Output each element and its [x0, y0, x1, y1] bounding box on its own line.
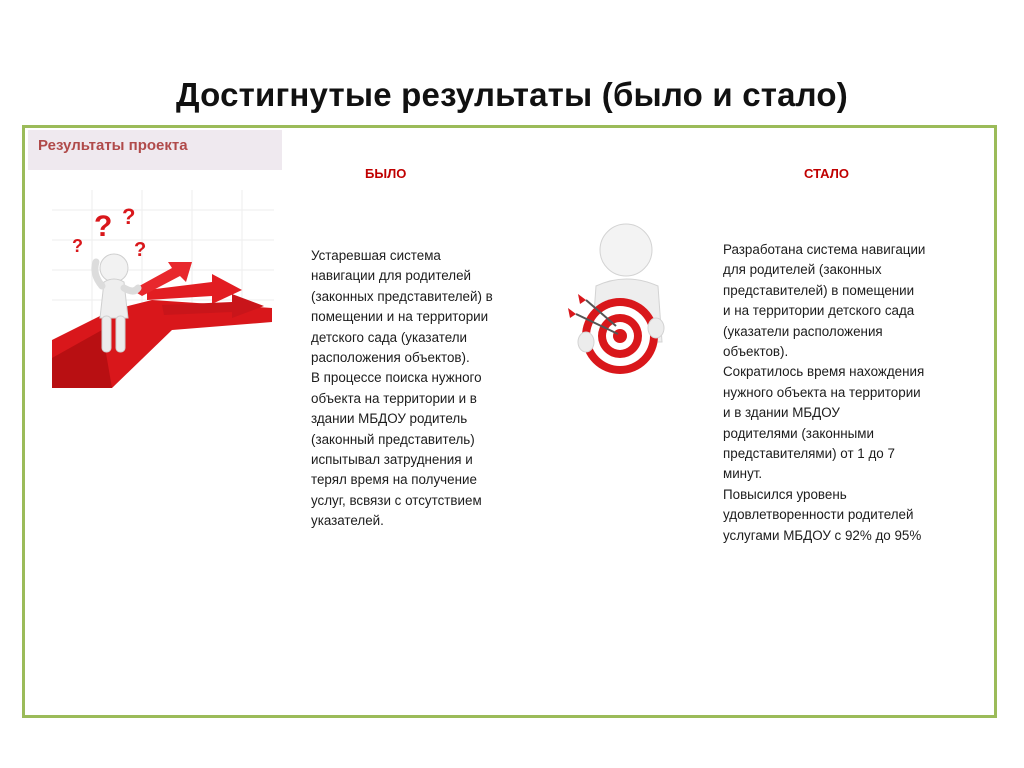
target-figure-image — [566, 222, 688, 382]
after-description: Разработана система навигации для родителей (законных представителей) в помещении и на территории детского сада (указатели расположения объектов). Сократилось время нахождения нужного объекта на территории и в здании МБДОУ родителями (законными представителями) от 1 до 7 минут. Повысился уровень удовлетворенности родителей услугами МБДОУ с 92% до 95% — [723, 242, 926, 543]
svg-text:?: ? — [94, 210, 113, 243]
before-description: Устаревшая система навигации для родителей (законных представителей) в помещении и на территории детского сада (указатели расположения объектов). В процессе поиска нужного объекта на территории и в здании МБДОУ родитель (законный представитель) испытывал затруднения и терял время на получение услуг, всвязи с отсутствием указателей. — [311, 248, 493, 529]
slide-title: Достигнутые результаты (было и стало) — [176, 76, 848, 113]
after-heading: СТАЛО — [804, 166, 849, 181]
before-heading: БЫЛО — [365, 166, 407, 181]
section-tab — [28, 130, 282, 170]
svg-text:?: ? — [134, 239, 147, 261]
section-tab-label: Результаты проекта — [38, 137, 188, 154]
confused-figure-image — [52, 190, 274, 388]
svg-text:?: ? — [122, 204, 136, 229]
svg-text:?: ? — [72, 236, 83, 256]
